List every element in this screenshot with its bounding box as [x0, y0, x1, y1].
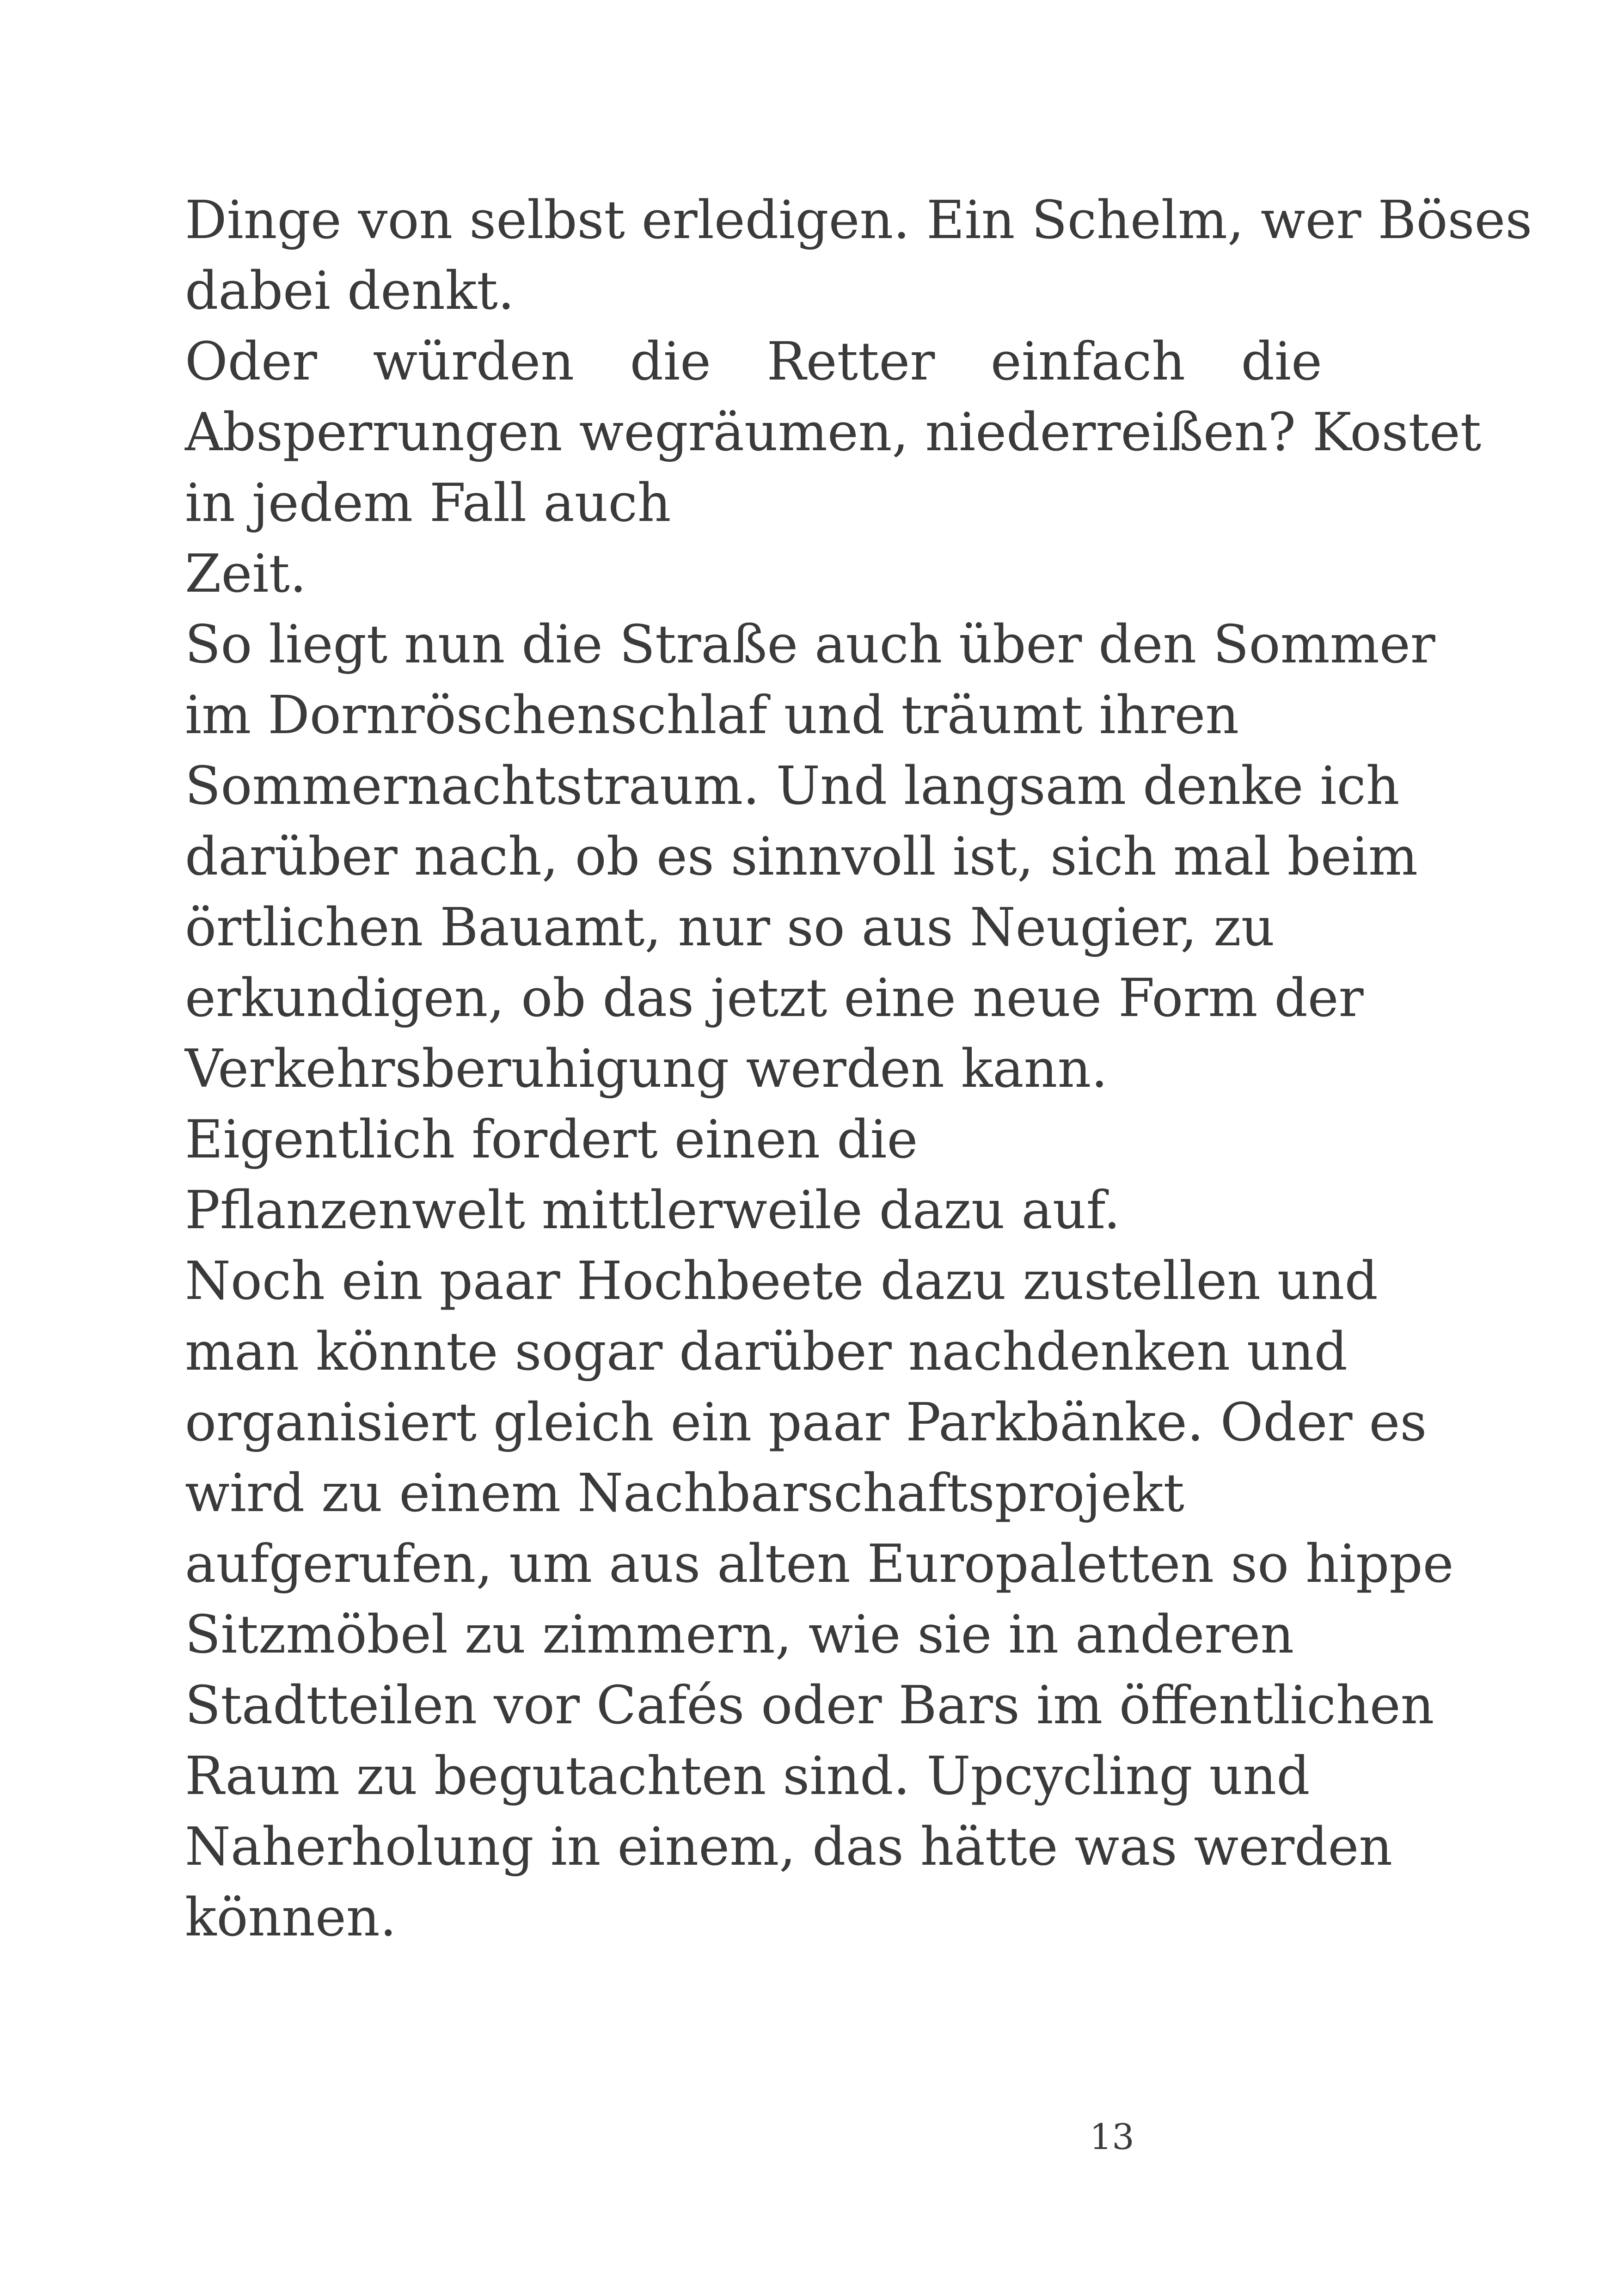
text-line: Eigentlich fordert einen die [185, 1109, 918, 1170]
text-line: Stadtteilen vor Cafés oder Bars im öffentlichen [185, 1675, 1434, 1736]
text-line: organisiert gleich ein paar Parkbänke. Oder es [185, 1392, 1427, 1453]
text-line: können. [185, 1887, 397, 1948]
word: Oder [185, 331, 317, 392]
word: die [630, 331, 711, 392]
text-line: Sitzmöbel zu zimmern, wie sie in anderen [185, 1604, 1294, 1665]
text-line: dabei denkt. [185, 260, 515, 321]
text-line: Noch ein paar Hochbeete dazu zustellen und [185, 1250, 1378, 1311]
text-line: in jedem Fall auch [185, 472, 671, 533]
text-line: wird zu einem Nachbarschaftsprojekt [185, 1463, 1184, 1524]
text-line: man könnte sogar darüber nachdenken und [185, 1321, 1348, 1382]
text-line: Verkehrsberuhigung werden kann. [185, 1038, 1108, 1099]
page-number: 13 [1090, 2116, 1134, 2157]
text-line: Naherholung in einem, das hätte was werden [185, 1816, 1393, 1877]
text-line: örtlichen Bauamt, nur so aus Neugier, zu [185, 897, 1275, 958]
text-line: Zeit. [185, 543, 306, 604]
text-line: erkundigen, ob das jetzt eine neue Form der [185, 967, 1364, 1029]
word: würden [373, 331, 575, 392]
word: einfach [990, 331, 1185, 392]
word: die [1241, 331, 1322, 392]
text-line: Dinge von selbst erledigen. Ein Schelm, wer Böses [185, 190, 1532, 251]
text-line: aufgerufen, um aus alten Europaletten so hippe [185, 1533, 1454, 1594]
text-line: Absperrungen wegräumen, niederreißen? Kostet [185, 402, 1482, 463]
word: Retter [766, 331, 935, 392]
text-line: So liegt nun die Straße auch über den Sommer [185, 614, 1435, 675]
body-text [185, 185, 1532, 1953]
justified-text-line [185, 326, 1322, 397]
text-line: im Dornröschenschlaf und träumt ihren [185, 685, 1239, 746]
text-line: Pflanzenwelt mittlerweile dazu auf. [185, 1180, 1121, 1241]
text-line: Sommernachtstraum. Und langsam denke ich [185, 755, 1400, 816]
text-line: Raum zu begutachten sind. Upcycling und [185, 1745, 1310, 1806]
text-line: darüber nach, ob es sinnvoll ist, sich mal beim [185, 826, 1418, 887]
